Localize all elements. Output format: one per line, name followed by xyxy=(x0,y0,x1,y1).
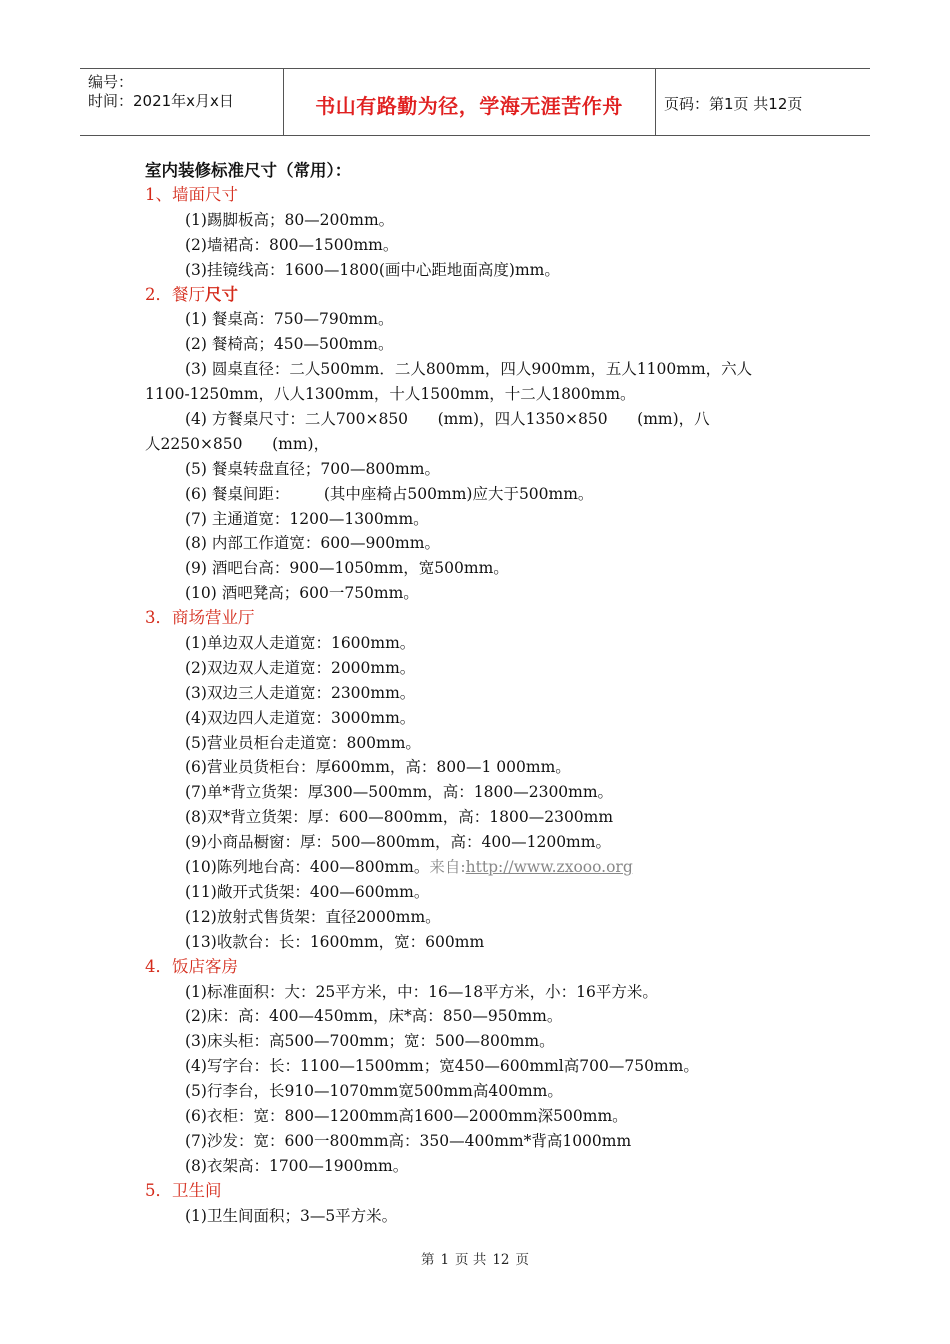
source-link[interactable]: http://www.zxooo.org xyxy=(465,858,633,877)
list-item: (3) 圆桌直径：二人500mm．二人800mm，四人900mm，五人1100mm，六人 xyxy=(185,360,753,379)
list-item: (10) 酒吧凳高；600一750mm。 xyxy=(185,584,419,603)
list-item: (6)衣柜：宽：800—1200mm高1600—2000mm深500mm。 xyxy=(185,1106,628,1125)
header-divider-right xyxy=(655,68,656,135)
section-heading-wall: 1、墙面尺寸 xyxy=(145,185,238,204)
section-heading-hotel: 4．饭店客房 xyxy=(145,956,238,976)
footer-page-number: 1 xyxy=(440,1252,450,1268)
list-item: (13)收款台：长：1600mm，宽：600mm xyxy=(185,932,485,951)
list-item: (7)单*背立货架：厚300—500mm，高：1800—2300mm。 xyxy=(185,783,614,802)
list-item: (5) 餐桌转盘直径；700—800mm。 xyxy=(185,459,440,478)
source-label: 来自: xyxy=(429,858,466,877)
document-title: 室内装修标准尺寸（常用）： xyxy=(145,161,352,180)
header-page-label: 页码：第1页 共12页 xyxy=(664,95,803,113)
header-bottom-rule xyxy=(80,135,870,136)
list-item: (7)沙发：宽：600一800mm高：350—400mm*背高1000mm xyxy=(185,1131,632,1150)
list-item: (4)双边四人走道宽：3000mm。 xyxy=(185,708,416,727)
list-item: (2) 餐椅高；450—500mm。 xyxy=(185,335,394,354)
list-item xyxy=(145,855,810,880)
footer-suffix: 页 xyxy=(515,1252,530,1268)
list-item-continuation: 人2250×850 (mm)， xyxy=(145,434,330,453)
footer-prefix: 第 xyxy=(420,1252,435,1268)
list-item: (2)墙裙高：800—1500mm。 xyxy=(185,235,399,254)
list-item: (5)行李台，长910—1070mm宽500mm高400mm。 xyxy=(185,1082,563,1101)
header-number-label: 编号： xyxy=(88,73,134,91)
list-item: (12)放射式售货架：直径2000mm。 xyxy=(185,907,441,926)
list-item: (1)标准面积：大：25平方米，中：16—18平方米，小：16平方米。 xyxy=(185,982,658,1001)
list-item: (8) 内部工作道宽：600—900mm。 xyxy=(185,534,440,553)
page-footer xyxy=(0,1248,950,1268)
list-item: (11)敞开式货架：400—600mm。 xyxy=(185,882,430,901)
list-item: (6)营业员货柜台：厚600mm，高：800—1 000mm。 xyxy=(185,758,571,777)
section-heading-dining xyxy=(145,283,810,308)
list-item: (8)衣架高：1700—1900mm。 xyxy=(185,1156,409,1175)
section-heading-bathroom: 5．卫生间 xyxy=(145,1180,222,1200)
list-item: (9) 酒吧台高：900—1050mm，宽500mm。 xyxy=(185,559,509,578)
document-body xyxy=(145,158,810,1228)
header-motto: 书山有路勤为径，学海无涯苦作舟 xyxy=(315,94,623,118)
header-top-rule xyxy=(80,68,870,69)
list-item: (4)写字台：长：1100—1500mm；宽450—600mml高700—750mm。 xyxy=(185,1057,699,1076)
list-item: (2)床：高：400—450mm，床*高：850—950mm。 xyxy=(185,1007,563,1026)
list-item: (3)床头柜：高500—700mm；宽：500—800mm。 xyxy=(185,1032,555,1051)
section-heading-prefix: 2．餐厅 xyxy=(145,284,205,304)
section-heading-bold: 尺寸 xyxy=(205,284,238,304)
list-item: (5)营业员柜台走道宽：800mm。 xyxy=(185,733,421,752)
list-item: (9)小商品橱窗：厚：500—800mm，高：400—1200mm。 xyxy=(185,833,611,852)
list-item: (8)双*背立货架：厚：600—800mm，高：1800—2300mm xyxy=(185,808,614,827)
list-item-continuation: 1100-1250mm，八人1300mm，十人1500mm，十二人1800mm。 xyxy=(145,385,636,404)
list-item: (1)单边双人走道宽：1600mm。 xyxy=(185,634,416,653)
list-item-text: (10)陈列地台高：400—800mm。 xyxy=(185,858,430,877)
footer-mid: 页 共 xyxy=(455,1252,487,1268)
list-item: (3)双边三人走道宽：2300mm。 xyxy=(185,683,416,702)
list-item: (2)双边双人走道宽：2000mm。 xyxy=(185,658,416,677)
list-item: (6) 餐桌间距： (其中座椅占500mm)应大于500mm。 xyxy=(185,484,594,503)
list-item: (7) 主通道宽：1200—1300mm。 xyxy=(185,509,429,528)
header-time-label: 时间：2021年x月x日 xyxy=(88,92,234,110)
list-item: (1)卫生间面积；3—5平方米。 xyxy=(185,1206,398,1225)
list-item: (3)挂镜线高：1600—1800(画中心距地面高度)mm。 xyxy=(185,260,560,279)
footer-total-pages: 12 xyxy=(492,1252,510,1268)
list-item: (1) 餐桌高：750—790mm。 xyxy=(185,310,394,329)
section-heading-mall: 3．商场营业厅 xyxy=(145,608,255,628)
list-item: (1)踢脚板高；80—200mm。 xyxy=(185,210,395,229)
list-item: (4) 方餐桌尺寸：二人700×850 (mm)，四人1350×850 (mm)，八 xyxy=(185,410,710,429)
